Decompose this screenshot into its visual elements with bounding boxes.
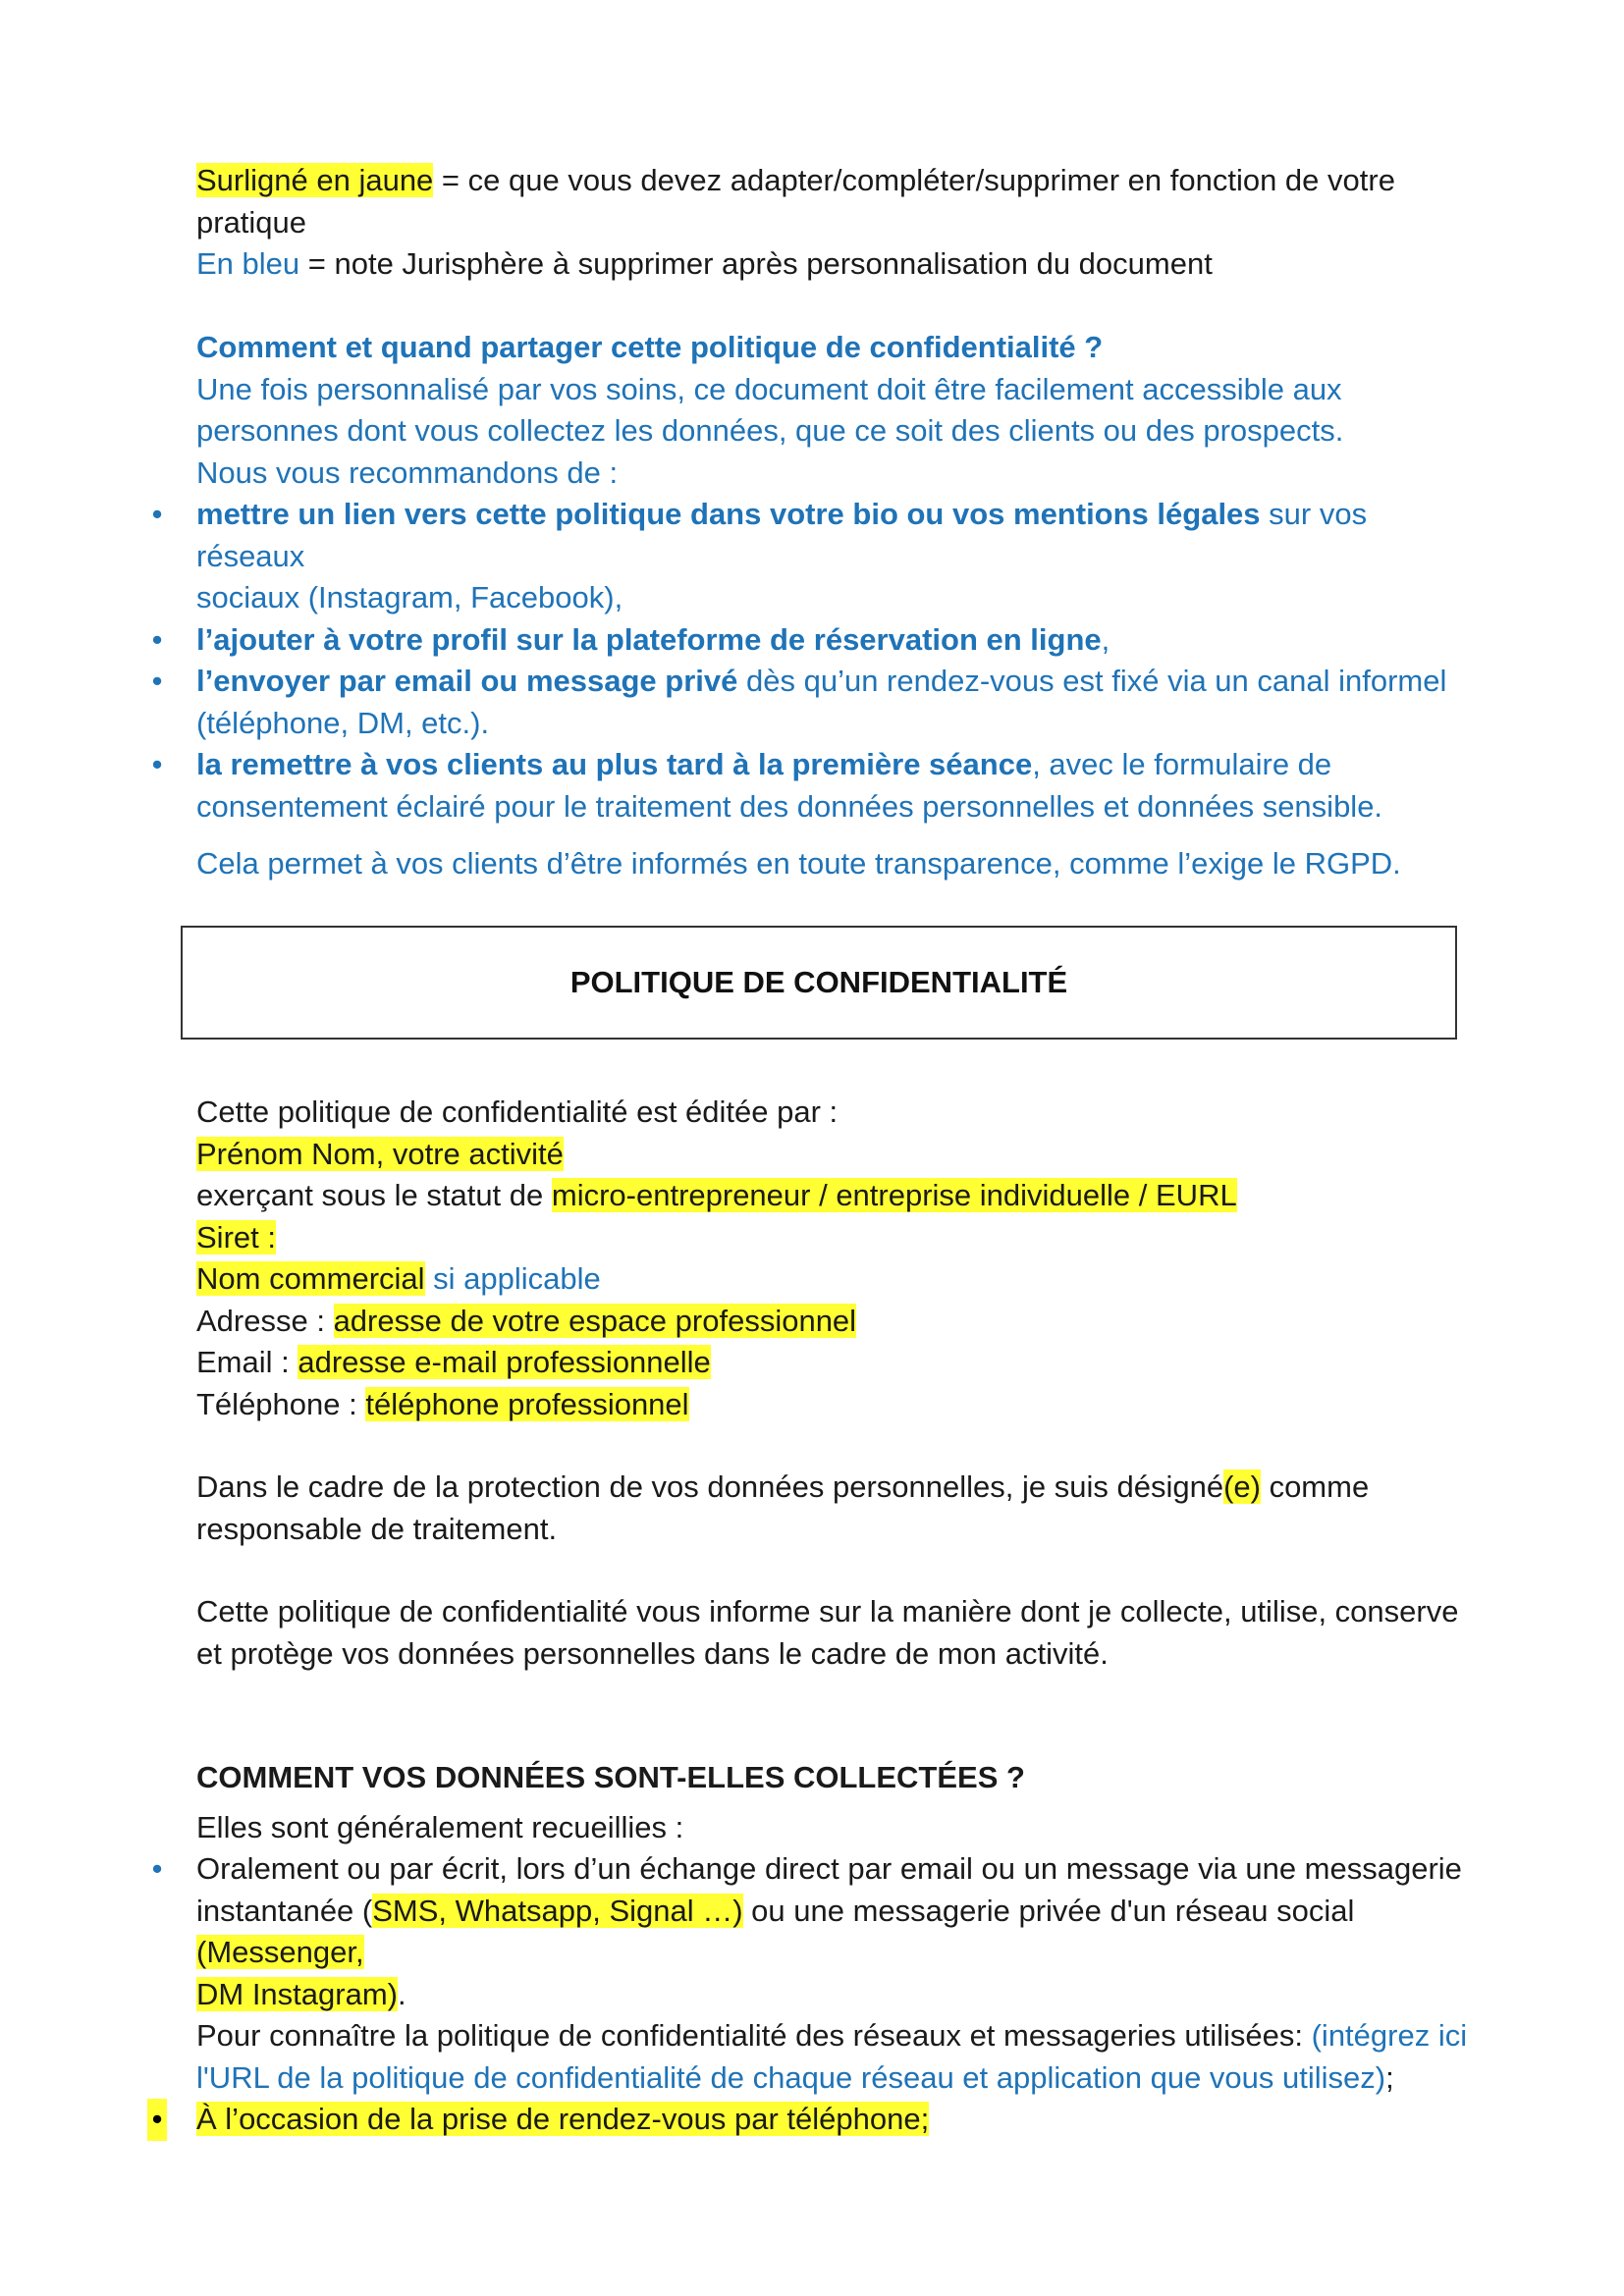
phone-value: téléphone professionnel <box>365 1386 689 1421</box>
bullet-text-continued <box>196 2057 1473 2100</box>
list-item <box>151 661 1473 744</box>
text-span: ou une messagerie privée d'un réseau social <box>742 1893 1355 1928</box>
editor-intro: Cette politique de confidentialité est éditée par : <box>196 1095 839 1129</box>
legend-blue-line <box>196 243 1473 286</box>
share-intro-1: Une fois personnalisé par vos soins, ce document doit être facilement accessible aux <box>196 371 1342 406</box>
text-span: instantanée ( <box>196 1893 373 1928</box>
phone-line <box>196 1384 1473 1426</box>
siret-line <box>196 1217 1473 1259</box>
editor-section <box>196 1092 1473 1425</box>
messaging-apps: SMS, Whatsapp, Signal …) <box>372 1893 743 1928</box>
share-conclusion: Cela permet à vos clients d’être informés en toute transparence, comme l’exige le RGPD. <box>196 846 1401 881</box>
collection-intro: Elles sont généralement recueillies : <box>196 1809 684 1844</box>
email-value: adresse e-mail professionnelle <box>298 1345 711 1379</box>
bullet-text: , <box>1101 621 1110 657</box>
bullet-text: dès qu’un rendez-vous est fixé via un canal informel <box>737 664 1447 698</box>
bullet-text-continued <box>196 2015 1473 2057</box>
phone-appointment-text: À l’occasion de la prise de rendez-vous par téléphone; <box>196 2102 930 2136</box>
collection-section <box>151 1757 1473 2141</box>
blue-note: l'URL de la politique de confidentialité de chaque réseau et application que vous utilisez) <box>196 2059 1386 2095</box>
policy-title-box <box>181 926 1457 1040</box>
yellow-legend-text: = ce que vous devez adapter/compléter/supprimer en fonction de votre <box>433 163 1395 197</box>
address-label: Adresse : <box>196 1303 334 1338</box>
commercial-name: Nom commercial <box>196 1261 425 1296</box>
bullet-text: sur vos réseaux <box>196 497 1368 573</box>
text-span: . <box>397 1976 406 2011</box>
responsible-paragraph <box>196 1467 1473 1550</box>
status-value: micro-entrepreneur / entreprise individuelle / EURL <box>551 1178 1237 1212</box>
bullet-bold-text: l’envoyer par email ou message privé <box>196 664 738 698</box>
purpose-line-2: et protège vos données personnelles dans le cadre de mon activité. <box>196 1635 1109 1671</box>
phone-label: Téléphone : <box>196 1386 366 1421</box>
purpose-line-1: Cette politique de confidentialité vous informe sur la manière dont je collecte, utilise, conserve <box>196 1594 1459 1629</box>
siret-label: Siret : <box>196 1219 276 1255</box>
bullet-text-continued <box>196 1891 1473 1974</box>
legend-yellow-line-2: pratique <box>196 204 307 240</box>
bullet-icon: • <box>151 747 163 781</box>
bullet-text <box>196 2099 1473 2141</box>
editor-status-line <box>196 1175 1473 1217</box>
list-item <box>151 1848 1473 2099</box>
address-value: adresse de votre espace professionnel <box>333 1303 857 1338</box>
responsible-line-2: responsable de traitement. <box>196 1511 558 1546</box>
collection-bullet-list <box>151 1848 1473 2141</box>
commercial-name-note: si applicable <box>424 1261 601 1296</box>
commercial-name-line <box>196 1258 1473 1301</box>
bullet-icon: • <box>151 1851 163 1886</box>
bullet-bold-text: la remettre à vos clients au plus tard à la première séance <box>196 747 1033 781</box>
bullet-icon: • <box>147 2099 167 2141</box>
bullet-text-continued <box>196 1974 1473 2016</box>
email-line <box>196 1342 1473 1384</box>
status-label: exerçant sous le statut de <box>196 1178 552 1212</box>
share-intro-2: personnes dont vous collectez les données, que ce soit des clients ou des prospects. <box>196 413 1344 448</box>
list-item <box>151 744 1473 828</box>
list-item <box>151 494 1473 619</box>
legend-block <box>196 160 1473 286</box>
blue-legend-text: = note Jurisphère à supprimer après personnalisation du document <box>299 246 1213 281</box>
text-span: ; <box>1385 2059 1394 2095</box>
responsible-text-end: comme <box>1260 1469 1370 1504</box>
bullet-text-continued: consentement éclairé pour le traitement des données personnelles et données sensible. <box>196 788 1383 824</box>
bullet-text: Oralement ou par écrit, lors d’un échange direct par email ou un message via une messagerie <box>196 1851 1462 1886</box>
bullet-bold-text: l’ajouter à votre profil sur la plateforme de réservation en ligne <box>196 621 1102 657</box>
share-bullet-list <box>151 494 1473 828</box>
editor-name-line <box>196 1134 1473 1176</box>
share-heading: Comment et quand partager cette politique de confidentialité ? <box>196 330 1104 364</box>
list-item <box>151 619 1473 662</box>
blue-note: (intégrez ici <box>1311 2018 1468 2053</box>
text-span: Pour connaître la politique de confidentialité des réseaux et messageries utilisées: <box>196 2018 1312 2053</box>
bullet-text-continued: sociaux (Instagram, Facebook), <box>196 580 623 614</box>
share-intro-3: Nous vous recommandons de : <box>196 454 619 490</box>
yellow-legend-label: Surligné en jaune <box>196 163 434 197</box>
list-item <box>151 2099 1473 2141</box>
purpose-paragraph <box>196 1591 1473 1675</box>
editor-name: Prénom Nom, votre activité <box>196 1136 564 1171</box>
responsible-gender-mark: (e) <box>1223 1469 1261 1504</box>
responsible-line-1 <box>196 1467 1473 1509</box>
policy-title: POLITIQUE DE CONFIDENTIALITÉ <box>569 964 1068 999</box>
bullet-text-continued: (téléphone, DM, etc.). <box>196 705 490 740</box>
responsible-text: Dans le cadre de la protection de vos données personnelles, je suis désigné <box>196 1469 1224 1504</box>
email-label: Email : <box>196 1345 298 1379</box>
collection-heading: COMMENT VOS DONNÉES SONT-ELLES COLLECTÉES ? <box>196 1760 1025 1794</box>
address-line <box>196 1301 1473 1343</box>
bullet-bold-text: mettre un lien vers cette politique dans votre bio ou vos mentions légales <box>196 497 1261 531</box>
bullet-icon: • <box>151 664 163 698</box>
social-messaging: (Messenger, <box>196 1935 364 1969</box>
social-messaging-end: DM Instagram) <box>196 1976 398 2011</box>
bullet-icon: • <box>151 497 163 531</box>
bullet-icon: • <box>151 621 163 657</box>
bullet-text: , avec le formulaire de <box>1032 747 1332 781</box>
blue-legend-label: En bleu <box>196 246 300 281</box>
share-section <box>151 327 1473 885</box>
legend-yellow-line <box>196 160 1473 202</box>
